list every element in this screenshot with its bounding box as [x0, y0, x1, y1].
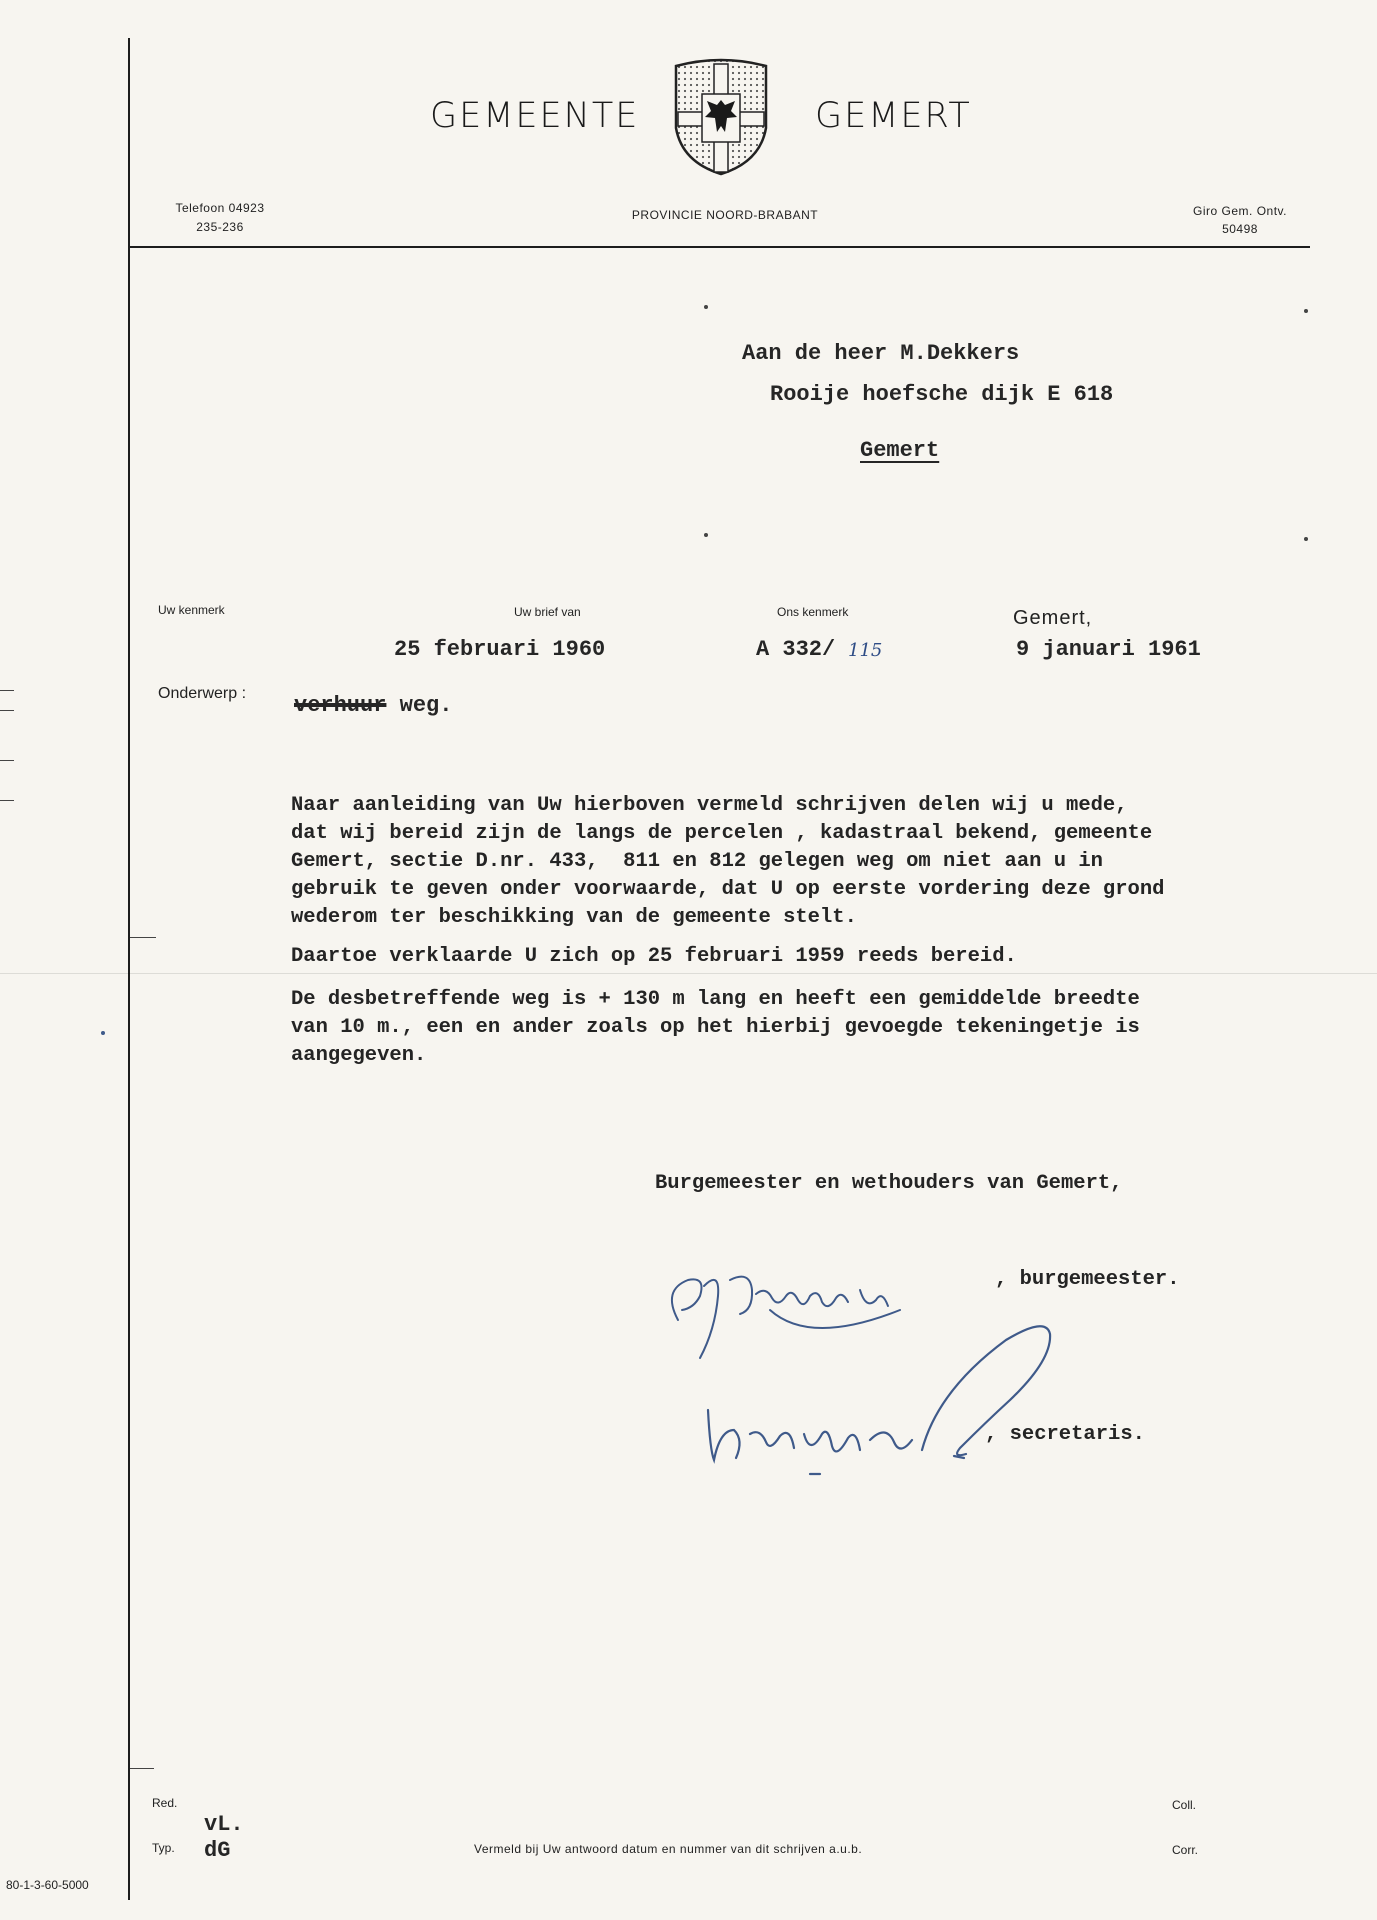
body-line: Gemert, sectie D.nr. 433, 811 en 812 gelegen weg om niet aan u in: [291, 850, 1103, 873]
form-code: 80-1-3-60-5000: [6, 1878, 89, 1892]
body-line: gebruik te geven onder voorwaarde, dat U op eerste vordering deze grond: [291, 878, 1165, 901]
paper-fold: [0, 973, 1377, 974]
margin-tick: [0, 760, 14, 761]
ink-spot: [101, 1031, 105, 1035]
body-line: Naar aanleiding van Uw hierboven vermeld schrijven delen wij u mede,: [291, 794, 1128, 817]
ons-kenmerk-label: Ons kenmerk: [777, 605, 849, 619]
ons-kenmerk-value: A 332/: [756, 637, 836, 662]
margin-tick: [0, 710, 14, 711]
subject-value: weg.: [386, 693, 453, 718]
margin-tick: [0, 800, 14, 801]
body-paragraph-2: Daartoe verklaarde U zich op 25 februari 1959 reeds bereid.: [291, 945, 1017, 968]
window-mark: [1304, 537, 1308, 541]
secretary-role: , secretaris.: [985, 1423, 1145, 1446]
subject-line: [294, 693, 452, 718]
mayor-role: , burgemeester.: [995, 1268, 1180, 1291]
giro-line2: 50498: [1222, 222, 1258, 236]
window-mark: [704, 305, 708, 309]
typ-label: Typ.: [152, 1841, 175, 1855]
body-line: van 10 m., een en ander zoals op het hierbij gevoegde tekeningetje is: [291, 1016, 1140, 1039]
footer-note: Vermeld bij Uw antwoord datum en nummer van dit schrijven a.u.b.: [474, 1842, 863, 1856]
typ-value: dG: [204, 1838, 231, 1863]
letter-date: 9 januari 1961: [1016, 637, 1201, 662]
giro-line1: Giro Gem. Ontv.: [1193, 204, 1287, 218]
margin-tick: [0, 690, 14, 691]
body-paragraph-3: [291, 986, 1140, 1070]
ons-kenmerk-handwritten: 115: [848, 640, 883, 661]
uw-kenmerk-label: Uw kenmerk: [158, 603, 225, 617]
fold-mark: [130, 937, 156, 938]
province: PROVINCIE NOORD-BRABANT: [631, 208, 819, 222]
margin-rule: [128, 38, 130, 1900]
body-line: aangegeven.: [291, 1044, 427, 1067]
address-line1: Aan de heer M.Dekkers: [742, 341, 1020, 366]
uw-brief-label: Uw brief van: [514, 605, 581, 619]
eagle-crest-icon: [670, 58, 772, 178]
red-value: vL.: [204, 1812, 244, 1837]
uw-brief-value: 25 februari 1960: [394, 637, 606, 662]
phone-line2: 235-236: [196, 220, 244, 234]
subject-label: Onderwerp :: [158, 685, 247, 702]
body-line: wederom ter beschikking van de gemeente stelt.: [291, 906, 857, 929]
window-mark: [704, 533, 708, 537]
window-mark: [1304, 309, 1308, 313]
subject-struck: verhuur: [294, 693, 387, 718]
address-line2: Rooije hoefsche dijk E 618: [770, 382, 1114, 407]
closing-line: Burgemeester en wethouders van Gemert,: [655, 1172, 1123, 1195]
red-label: Red.: [152, 1796, 178, 1810]
letterhead-word-right: GEMERT: [815, 96, 972, 136]
body-line: dat wij bereid zijn de langs de percelen , kadastraal bekend, gemeente: [291, 822, 1153, 845]
phone-line1: Telefoon 04923: [175, 201, 265, 215]
body-line: De desbetreffende weg is + 130 m lang en heeft een gemiddelde breedte: [291, 988, 1140, 1011]
secretary-signature: [690, 1310, 1100, 1480]
corr-label: Corr.: [1172, 1843, 1199, 1857]
coll-label: Coll.: [1172, 1798, 1197, 1812]
fold-mark: [130, 1768, 154, 1769]
header-rule: [130, 246, 1310, 248]
letter-place: Gemert,: [1013, 607, 1093, 629]
body-paragraph-1: [291, 792, 1164, 932]
address-line3: Gemert: [860, 438, 940, 463]
letterhead-word-left: GEMEENTE: [430, 96, 640, 136]
